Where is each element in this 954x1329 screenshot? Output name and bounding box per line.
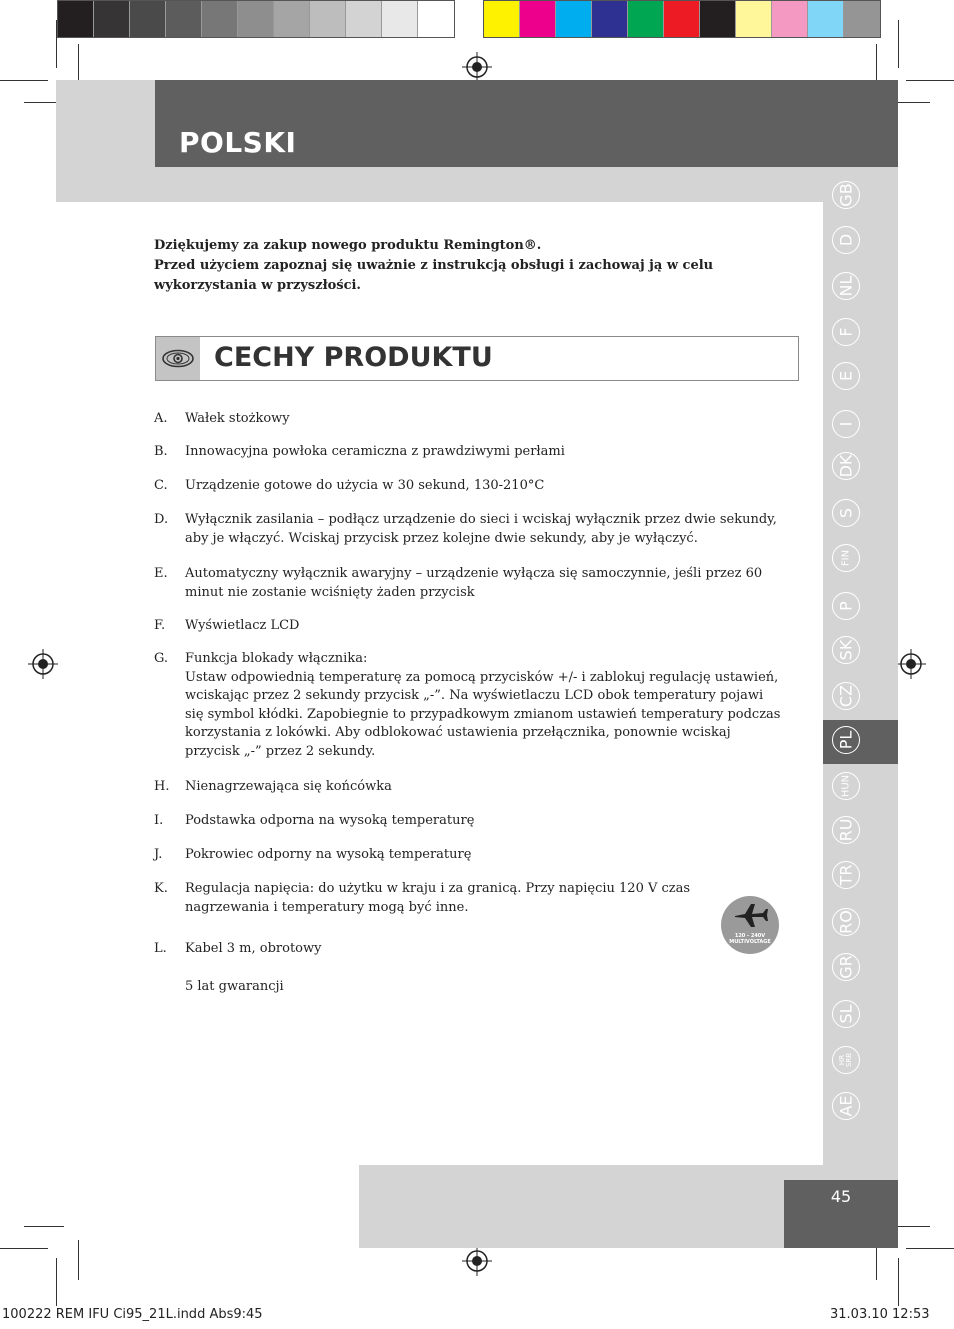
language-tab-s[interactable] (832, 499, 860, 527)
color-swatch (736, 1, 772, 37)
badge-label: MULTIVOLTAGE (729, 939, 771, 945)
color-swatch (664, 1, 700, 37)
feature-text-main: Funkcja blokady włącznika: (185, 651, 368, 666)
registration-mark-icon (28, 649, 58, 679)
crop-mark (56, 1258, 57, 1306)
feature-text (185, 511, 785, 548)
crop-mark (906, 1248, 954, 1249)
warranty-text: 5 lat gwarancji (185, 979, 284, 994)
feature-text-main: Automatyczny wyłącznik awaryjny – urządzenie wyłącza się samoczynnie, jeśli przez 60 minut nie zostanie wciśnięty żaden przycisk (185, 566, 763, 600)
color-swatch (58, 1, 94, 37)
page-title: POLSKI (179, 126, 297, 159)
language-tab-ro[interactable] (832, 908, 860, 936)
color-swatch-bar (483, 0, 881, 38)
feature-text (185, 940, 785, 959)
language-tab-label: NL (836, 275, 856, 297)
color-swatch (346, 1, 382, 37)
feature-text (185, 443, 785, 462)
language-tab-e[interactable] (832, 362, 860, 390)
language-tab-tr[interactable] (832, 861, 860, 889)
language-tab-ru[interactable] (832, 816, 860, 844)
page-number: 45 (830, 1187, 852, 1206)
language-tab-sk[interactable] (832, 636, 860, 664)
feature-text-main: Regulacja napięcia: do użytku w kraju i za granicą. Przy napięciu 120 V czas nagrzewania i temperatury mogą być inne. (185, 881, 691, 915)
feature-text (185, 846, 785, 865)
feature-text-main: Wałek stożkowy (185, 411, 290, 426)
language-tab-label: E (836, 370, 856, 382)
feature-letter: A. (154, 411, 168, 426)
crop-mark (898, 1258, 899, 1306)
feature-letter: K. (154, 881, 168, 896)
feature-text (185, 617, 785, 636)
feature-text (185, 410, 785, 429)
language-tab-label: HUN (840, 774, 852, 798)
language-tab-label: F (836, 327, 856, 337)
language-tab-f[interactable] (832, 318, 860, 346)
color-swatch (844, 1, 880, 37)
section-title: CECHY PRODUKTU (214, 342, 493, 373)
language-tab-label: GR (836, 955, 856, 979)
color-swatch (556, 1, 592, 37)
color-swatch (238, 1, 274, 37)
feature-letter: G. (154, 651, 169, 666)
crop-mark (78, 44, 79, 84)
color-swatch (628, 1, 664, 37)
registration-mark-icon (462, 52, 492, 82)
intro-thanks: Dziękujemy za zakup nowego produktu Remington®. (154, 238, 542, 253)
color-swatch (700, 1, 736, 37)
language-tab-label: HR SRB (838, 1052, 853, 1068)
language-tab-label: PL (836, 730, 856, 750)
language-tab-label: D (836, 233, 856, 247)
language-tab-label: P (836, 601, 856, 611)
crop-mark (56, 20, 57, 68)
language-tab-cz[interactable] (832, 682, 860, 710)
feature-letter: C. (154, 478, 168, 493)
registration-mark-icon (462, 1246, 492, 1276)
color-swatch (484, 1, 520, 37)
multivoltage-badge (721, 896, 779, 954)
registration-mark-icon (896, 649, 926, 679)
color-swatch (418, 1, 454, 37)
badge-voltage: 120 - 240V (734, 933, 766, 939)
feature-text (185, 778, 785, 797)
feature-letter: J. (154, 847, 163, 862)
intro-instructions: Przed użyciem zapoznaj się uważnie z instrukcją obsługi i zachowaj ją w celu wykorzystania w przyszłości. (154, 258, 714, 293)
feature-text-main: Wyświetlacz LCD (185, 618, 300, 633)
crop-mark (0, 80, 48, 81)
feature-letter: I. (154, 813, 164, 828)
date-slug: 31.03.10 12:53 (830, 1307, 930, 1322)
feature-text-main: Urządzenie gotowe do użycia w 30 sekund, 130-210°C (185, 478, 545, 493)
language-tab-nl[interactable] (832, 272, 860, 300)
language-tab-sl[interactable] (832, 1000, 860, 1028)
language-tab-label: SK (836, 639, 856, 661)
feature-letter: E. (154, 566, 168, 581)
color-swatch (94, 1, 130, 37)
feature-text-main: Podstawka odporna na wysoką temperaturę (185, 813, 475, 828)
intro-text (154, 236, 794, 296)
color-swatch (130, 1, 166, 37)
feature-text (185, 565, 785, 602)
page-number-box (784, 1180, 898, 1248)
language-tab-label: RU (836, 818, 856, 842)
feature-text-main: Pokrowiec odporny na wysoką temperaturę (185, 847, 472, 862)
file-slug: 100222 REM IFU Ci95_21L.indd Abs9:45 (2, 1307, 263, 1322)
section-header (155, 336, 799, 381)
feature-text-main: Innowacyjna powłoka ceramiczna z prawdziwymi perłami (185, 444, 565, 459)
color-swatch (166, 1, 202, 37)
crop-mark (876, 44, 877, 84)
crop-mark (0, 1248, 48, 1249)
feature-letter: L. (154, 941, 167, 956)
language-tab-gb[interactable] (832, 181, 860, 209)
language-tab-label: GB (836, 183, 856, 207)
feature-text (185, 812, 785, 831)
crop-mark (898, 20, 899, 68)
feature-text (185, 880, 705, 917)
feature-letter: B. (154, 444, 168, 459)
feature-letter: H. (154, 779, 170, 794)
language-tab-label: S (836, 507, 856, 519)
language-tab-label: TR (836, 864, 856, 886)
language-tab-dk[interactable] (832, 452, 860, 480)
color-swatch (772, 1, 808, 37)
language-tab-i[interactable] (832, 410, 860, 438)
feature-text-main: Nienagrzewająca się końcówka (185, 779, 392, 794)
language-tab-d[interactable] (832, 226, 860, 254)
language-tab-p[interactable] (832, 592, 860, 620)
gray-swatch-bar (57, 0, 455, 38)
crop-mark (24, 1226, 64, 1227)
color-swatch (808, 1, 844, 37)
color-swatch (274, 1, 310, 37)
feature-text-main: Kabel 3 m, obrotowy (185, 941, 322, 956)
feature-text (185, 650, 785, 761)
language-tab-label: CZ (836, 684, 856, 708)
feature-text (185, 477, 785, 496)
feature-text-detail: Ustaw odpowiednią temperaturę za pomocą przycisków +/- i zablokuj regulację ustawień, wciskając przez 2 sekundy przycisk „-”. Na wyświetlaczu LCD obok temperatury pojawi się symbol kłódki. Zapobiegnie to przypadkowym zmianom ustawień temperatury podczas korzystania z lokówki. Aby odblokować ustawienia przełącznika, ponownie wciskaj przycisk „-” przez 2 sekundy. (185, 669, 781, 759)
feature-letter: F. (154, 618, 166, 633)
language-tab-label: DK (836, 454, 856, 478)
language-tab-label: SL (836, 1004, 856, 1024)
section-icon-box (156, 337, 200, 380)
feature-letter: D. (154, 512, 169, 527)
color-swatch (382, 1, 418, 37)
language-tab-gr[interactable] (832, 953, 860, 981)
language-tab-label: RO (836, 910, 856, 934)
language-tab-ae[interactable] (832, 1092, 860, 1120)
color-swatch (202, 1, 238, 37)
language-tab-label: I (836, 421, 856, 427)
header-title-bar (155, 80, 898, 167)
language-tab-label: AE (836, 1095, 856, 1117)
language-tab-hun[interactable] (832, 772, 860, 800)
crop-mark (906, 80, 954, 81)
language-tab-pl[interactable] (832, 726, 860, 754)
feature-text-main: Wyłącznik zasilania – podłącz urządzenie do sieci i wciskaj wyłącznik przez dwie sekundy, aby je włączyć. Wciskaj przycisk przez kolejne dwie sekundy, aby je wyłączyć. (185, 512, 777, 546)
language-tab-label: FIN (840, 549, 852, 567)
color-swatch (520, 1, 556, 37)
language-tab-fin[interactable] (832, 544, 860, 572)
eye-icon (156, 337, 200, 380)
language-tab-hr-srb[interactable] (832, 1046, 860, 1074)
color-swatch (592, 1, 628, 37)
crop-mark (78, 1240, 79, 1280)
color-swatch (310, 1, 346, 37)
airplane-icon (721, 896, 779, 936)
